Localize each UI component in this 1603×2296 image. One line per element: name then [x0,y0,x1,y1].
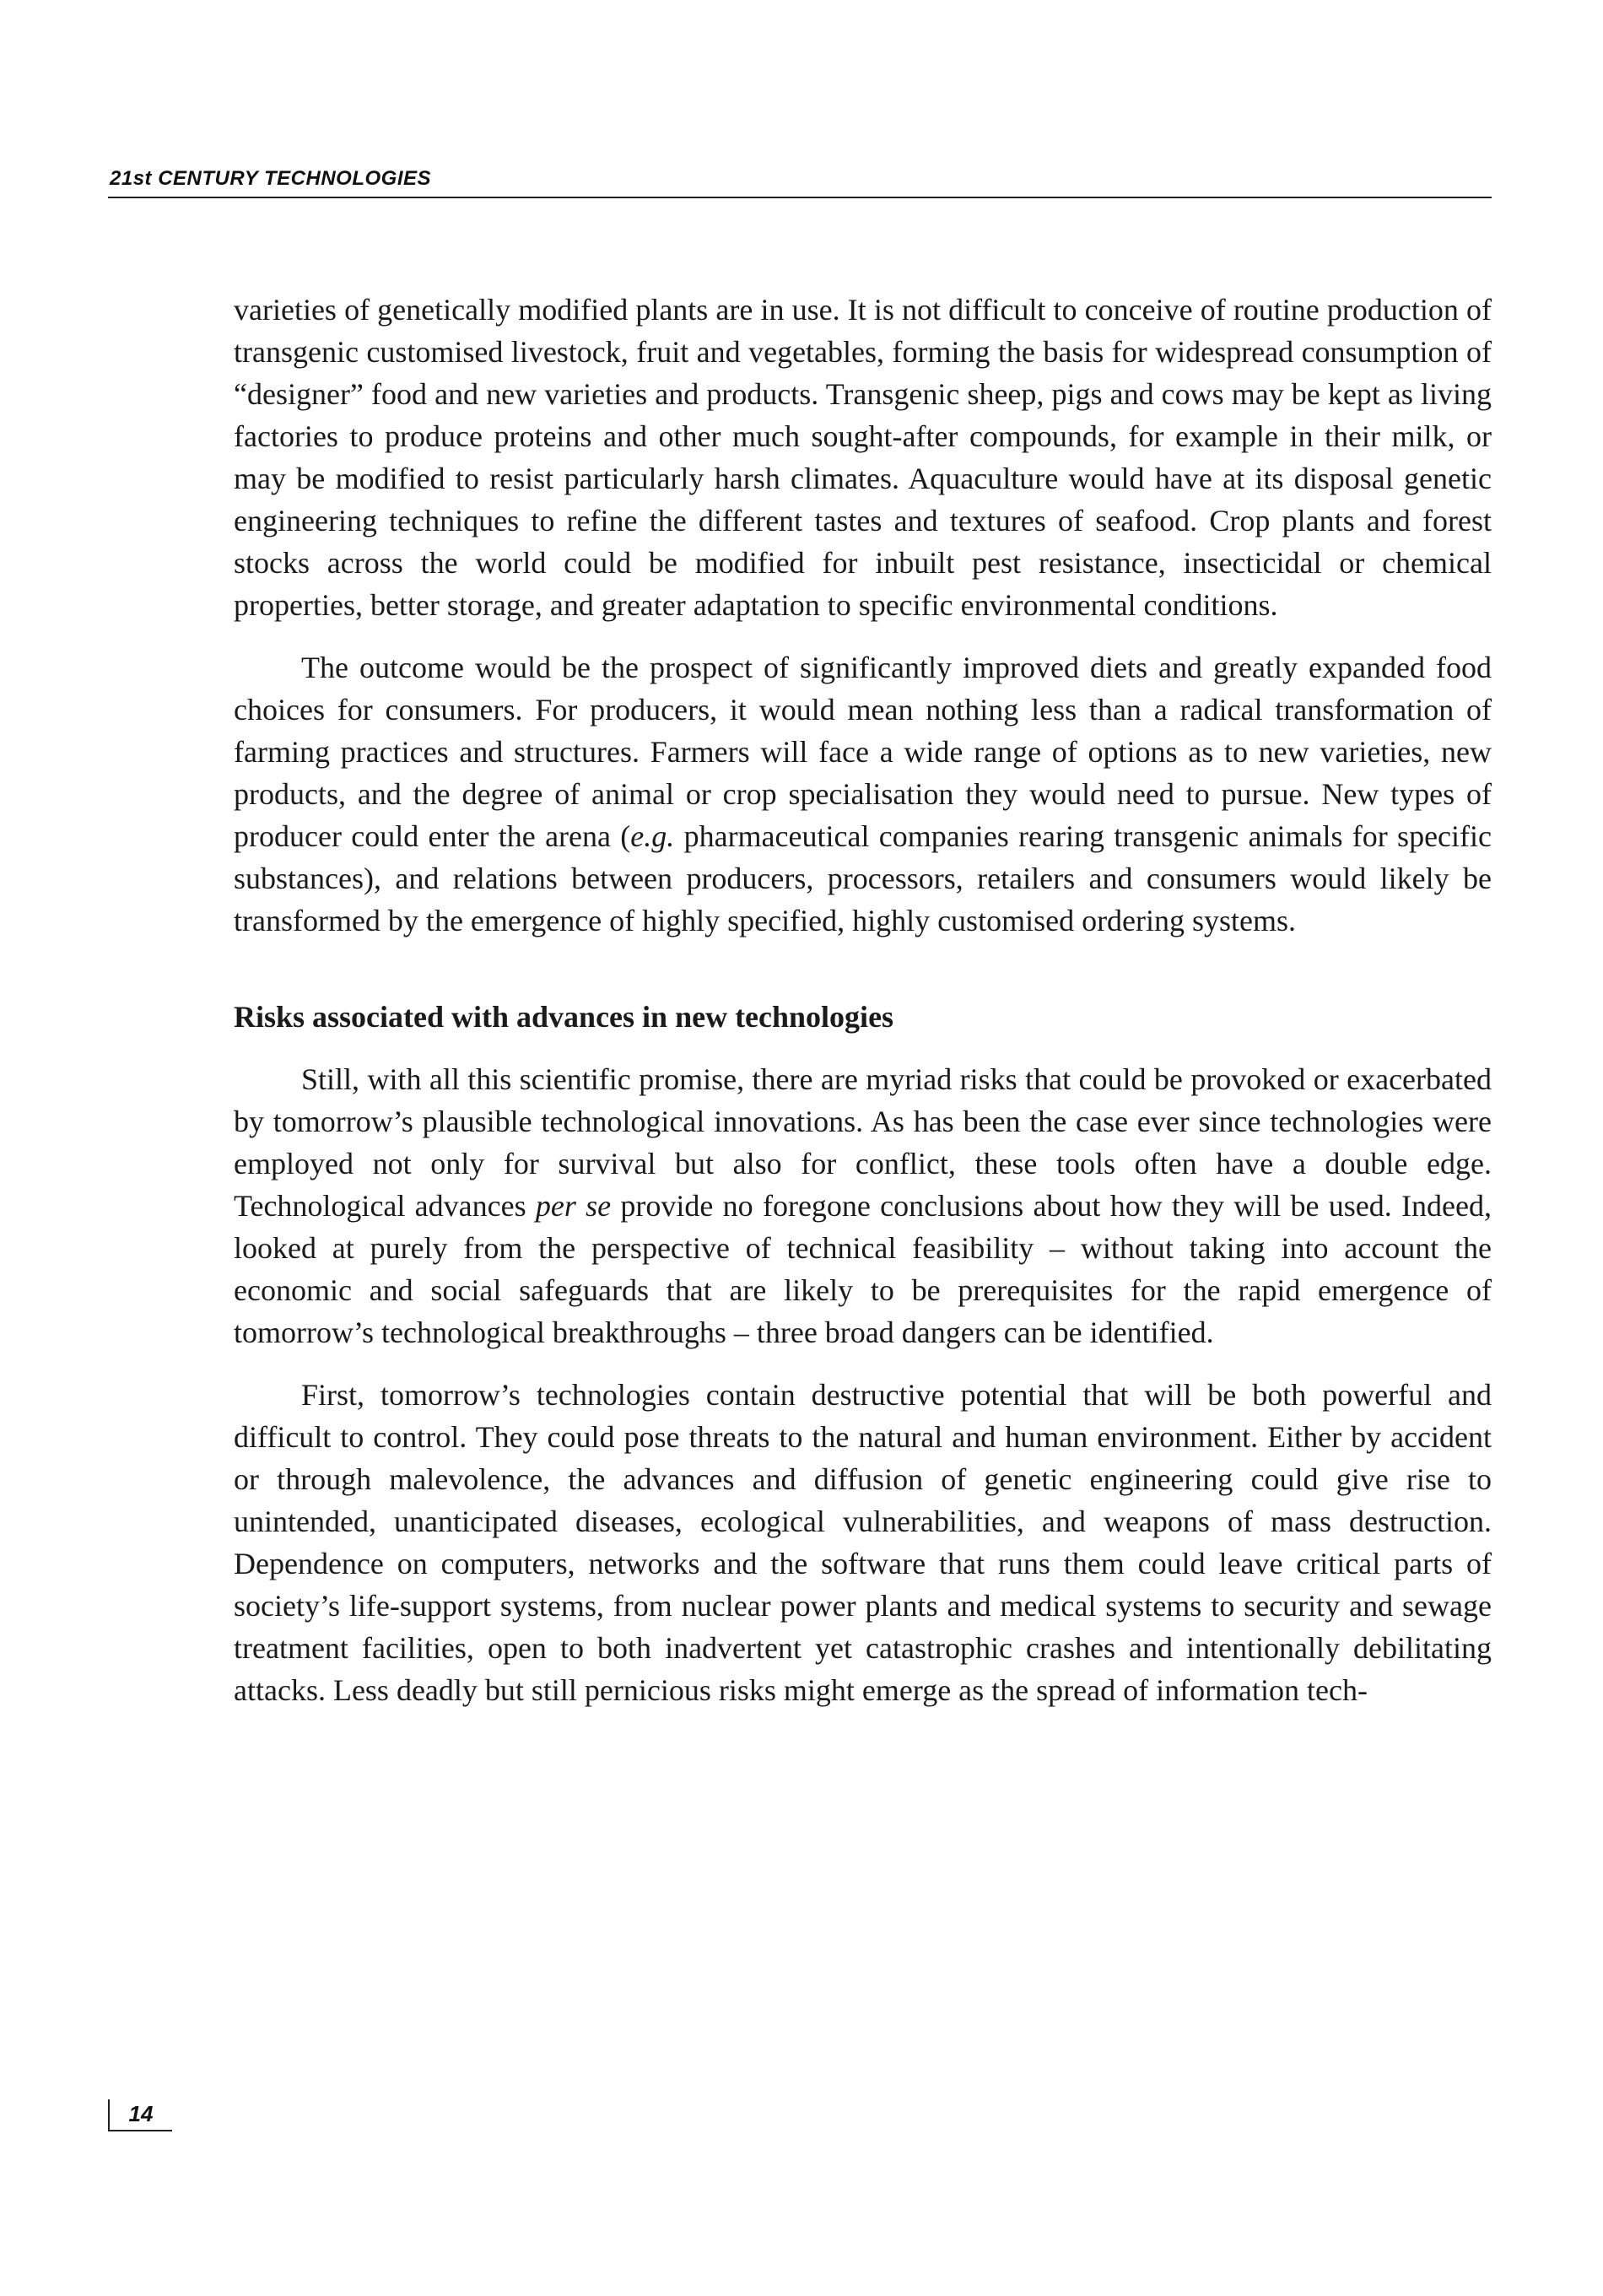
running-head-title: 21st CENTURY TECHNOLOGIES [110,167,432,190]
header-rule [108,197,1492,198]
paragraph-2-part-b: pharmaceutical companies rearing transgenic animals for specific substances), and relations between producers, processors, retailers and consumers would likely be transformed by the emergence of highly specified, highly customised ordering systems. [234,819,1492,937]
paragraph-2 [234,646,1492,942]
paragraph-2-part-a: The outcome would be the prospect of significantly improved diets and greatly expanded food choices for consumers. For producers, it would mean nothing less than a radical transformation of farming practices and structures. Farmers will face a wide range of options as to new varieties, new products, and the degree of animal or crop specialisation they would need to pursue. New types of producer could enter the arena ( [234,651,1492,853]
paragraph-3-part-a: Still, with all this scientific promise, there are myriad risks that could be provoked or exacerbated by tomorrow’s plausible technological innovations. As has been the case ever since technologies were employed not only for survival but also for conflict, these tools often have a double edge. Technological advances [234,1062,1492,1223]
paragraph-3 [234,1058,1492,1353]
main-text-column [234,289,1492,1731]
section-heading: Risks associated with advances in new technologies [234,1000,894,1034]
paragraph-3-part-b: provide no foregone conclusions about how they will be used. Indeed, looked at purely from the perspective of technical feasibility – without taking into account the economic and social safeguards that are likely to be prerequisites for the rapid emergence of tomorrow’s technological breakthroughs – three broad dangers can be identified. [234,1189,1492,1349]
paragraph-2-eg: e.g. [630,819,675,853]
paragraph-3-per-se: per se [535,1189,612,1223]
paragraph-1: varieties of genetically modified plants are in use. It is not difficult to conceive of routine production of transgenic customised livestock, fruit and vegetables, forming the basis for widespread consumption of “designer” food and new varieties and products. Transgenic sheep, pigs and cows may be kept as living factories to produce proteins and other much sought-after compounds, for example in their milk, or may be modified to resist particularly harsh climates. Aquaculture would have at its disposal genetic engineering techniques to refine the different tastes and textures of seafood. Crop plants and forest stocks across the world could be modified for inbuilt pest resistance, insecticidal or chemical properties, better storage, and greater adaptation to specific environmental conditions. [234,293,1492,622]
paragraph-4: First, tomorrow’s technologies contain destructive potential that will be both powerful and difficult to control. They could pose threats to the natural and human environment. Either by accident or through malevolence, the advances and diffusion of genetic engineering could give rise to unintended, unanticipated diseases, ecological vulnerabilities, and weapons of mass destruction. Dependence on computers, networks and the software that runs them could leave critical parts of society’s life-support systems, from nuclear power plants and medical systems to security and sewage treatment facilities, open to both inadvertent yet catastrophic crashes and intentionally debilitating attacks. Less deadly but still pernicious risks might emerge as the spread of information tech- [234,1378,1492,1707]
page-number: 14 [108,2099,172,2131]
